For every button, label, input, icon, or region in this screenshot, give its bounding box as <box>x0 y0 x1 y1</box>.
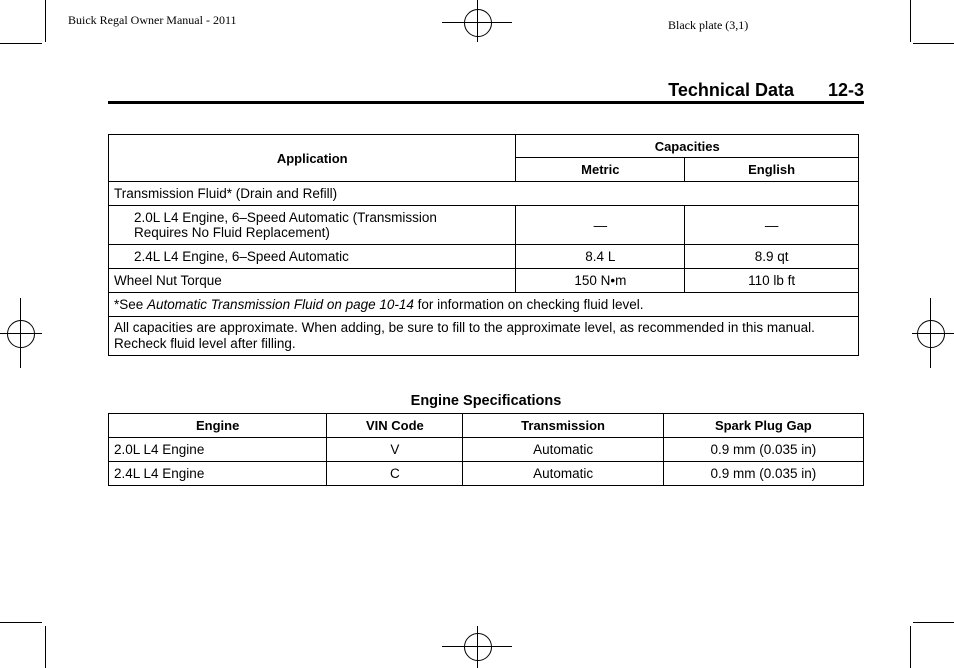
plate-label: Black plate (3,1) <box>668 18 749 32</box>
metric-header: Metric <box>516 158 685 182</box>
spark-plug-gap-header: Spark Plug Gap <box>663 414 863 438</box>
metric-value: 150 N•m <box>516 269 685 293</box>
crop-mark <box>910 0 911 42</box>
manual-title: Buick Regal Owner Manual - 2011 <box>68 13 237 27</box>
capacities-table <box>108 134 859 356</box>
crop-mark <box>45 0 46 42</box>
metric-value: 8.4 L <box>516 245 685 269</box>
english-value: 8.9 qt <box>685 245 859 269</box>
crop-mark <box>913 622 954 623</box>
capacities-header: Capacities <box>516 135 859 158</box>
fluid-note: *See Automatic Transmission Fluid on page 10-14 for information on checking fluid level. <box>109 293 859 317</box>
transmission-fluid-row: Transmission Fluid* (Drain and Refill) <box>109 182 859 206</box>
english-value: — <box>685 206 859 245</box>
english-header: English <box>685 158 859 182</box>
header-rule <box>108 101 864 104</box>
page-number: 12-3 <box>827 80 864 100</box>
engine-header: Engine <box>109 414 327 438</box>
table-row <box>109 438 864 462</box>
engine-specs-title: Engine Specifications <box>410 393 562 409</box>
engine-cell: 2.0L L4 Engine <box>109 438 327 462</box>
vin-code-header: VIN Code <box>327 414 463 438</box>
row-label: 2.4L L4 Engine, 6–Speed Automatic <box>109 245 516 269</box>
transmission-cell: Automatic <box>463 462 663 486</box>
engine-specs-table <box>108 413 864 486</box>
metric-value: — <box>516 206 685 245</box>
crop-mark <box>0 43 42 44</box>
application-header: Application <box>109 135 516 182</box>
approximate-note: All capacities are approximate. When adding, be sure to fill to the approximate level, as recommended in this manual. Recheck fluid level after filling. <box>109 317 859 356</box>
crop-mark <box>913 43 954 44</box>
row-label: 2.0L L4 Engine, 6–Speed Automatic (Transmission Requires No Fluid Replacement) <box>109 206 516 245</box>
table-row <box>109 269 859 293</box>
spark-plug-gap-cell: 0.9 mm (0.035 in) <box>663 438 863 462</box>
crop-mark <box>910 626 911 668</box>
section-heading <box>108 80 864 101</box>
crop-mark <box>45 626 46 668</box>
row-label: Wheel Nut Torque <box>109 269 516 293</box>
table-row <box>109 245 859 269</box>
table-row <box>109 462 864 486</box>
transmission-header: Transmission <box>463 414 663 438</box>
english-value: 110 lb ft <box>685 269 859 293</box>
transmission-cell: Automatic <box>463 438 663 462</box>
vin-code-cell: C <box>327 462 463 486</box>
page-reference-link[interactable]: Automatic Transmission Fluid on page 10-14 <box>147 297 414 312</box>
engine-cell: 2.4L L4 Engine <box>109 462 327 486</box>
section-title: Technical Data <box>668 80 794 100</box>
vin-code-cell: V <box>327 438 463 462</box>
spark-plug-gap-cell: 0.9 mm (0.035 in) <box>663 462 863 486</box>
table-row <box>109 206 859 245</box>
crop-mark <box>0 622 42 623</box>
